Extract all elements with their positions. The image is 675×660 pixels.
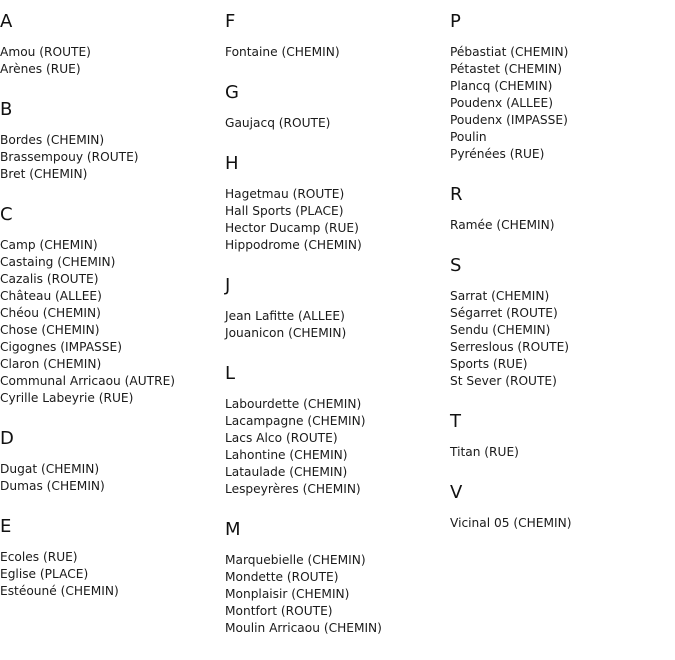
section-letter-heading: F [225, 11, 236, 32]
street-link[interactable]: Hector Ducamp (RUE) [225, 221, 359, 235]
street-list [450, 288, 670, 390]
street-link[interactable]: Cyrille Labeyrie (RUE) [0, 391, 134, 405]
section-letter-heading: C [0, 204, 13, 225]
street-link[interactable]: Chéou (CHEMIN) [0, 306, 101, 320]
street-list [450, 217, 670, 234]
section-letter-heading: G [225, 82, 239, 103]
street-link[interactable]: Bret (CHEMIN) [0, 167, 88, 181]
street-link[interactable]: Lespeyrères (CHEMIN) [225, 482, 361, 496]
index-column-3 [450, 0, 670, 554]
street-link[interactable]: Château (ALLEE) [0, 289, 102, 303]
street-link[interactable]: Dugat (CHEMIN) [0, 462, 100, 476]
street-list [0, 237, 220, 407]
street-link[interactable]: Jean Lafitte (ALLEE) [225, 309, 345, 323]
street-link[interactable]: Brassempouy (ROUTE) [0, 150, 139, 164]
street-link[interactable]: Sarrat (CHEMIN) [450, 289, 550, 303]
street-link[interactable]: Hagetmau (ROUTE) [225, 187, 345, 201]
street-list [0, 549, 220, 600]
street-list [0, 461, 220, 495]
letter-section [450, 256, 670, 390]
street-link[interactable]: Jouanicon (CHEMIN) [225, 326, 347, 340]
letter-section [225, 154, 445, 254]
letter-section [225, 83, 445, 132]
street-list [450, 515, 670, 532]
street-link[interactable]: St Sever (ROUTE) [450, 374, 557, 388]
street-link[interactable]: Chose (CHEMIN) [0, 323, 100, 337]
letter-section [225, 276, 445, 342]
street-list [225, 552, 445, 637]
letter-section [450, 185, 670, 234]
street-link[interactable]: Labourdette (CHEMIN) [225, 397, 362, 411]
section-letter-heading: M [225, 519, 241, 540]
letter-section [0, 517, 220, 600]
street-link[interactable]: Mondette (ROUTE) [225, 570, 339, 584]
street-list [225, 308, 445, 342]
street-link[interactable]: Sports (RUE) [450, 357, 528, 371]
section-letter-heading: S [450, 255, 462, 276]
letter-section [0, 429, 220, 495]
street-link[interactable]: Fontaine (CHEMIN) [225, 45, 340, 59]
street-link[interactable]: Claron (CHEMIN) [0, 357, 102, 371]
street-link[interactable]: Ramée (CHEMIN) [450, 218, 555, 232]
letter-section [225, 12, 445, 61]
section-letter-heading: H [225, 153, 239, 174]
street-link[interactable]: Serreslous (ROUTE) [450, 340, 570, 354]
letter-section [450, 483, 670, 532]
letter-section [0, 100, 220, 183]
section-letter-heading: L [225, 363, 236, 384]
letter-section [225, 364, 445, 498]
letter-section [0, 12, 220, 78]
street-link[interactable]: Lahontine (CHEMIN) [225, 448, 348, 462]
letter-section [450, 12, 670, 163]
street-link[interactable]: Montfort (ROUTE) [225, 604, 333, 618]
street-link[interactable]: Lacs Alco (ROUTE) [225, 431, 338, 445]
street-list [0, 132, 220, 183]
street-link[interactable]: Monplaisir (CHEMIN) [225, 587, 350, 601]
section-letter-heading: A [0, 11, 13, 32]
street-link[interactable]: Poudenx (ALLEE) [450, 96, 553, 110]
street-link[interactable]: Communal Arricaou (AUTRE) [0, 374, 176, 388]
street-link[interactable]: Plancq (CHEMIN) [450, 79, 553, 93]
street-link[interactable]: Arènes (RUE) [0, 62, 81, 76]
street-link[interactable]: Hall Sports (PLACE) [225, 204, 344, 218]
street-link[interactable]: Vicinal 05 (CHEMIN) [450, 516, 572, 530]
street-list [450, 44, 670, 163]
section-letter-heading: V [450, 482, 463, 503]
index-column-1 [0, 0, 220, 622]
street-link[interactable]: Eglise (PLACE) [0, 567, 89, 581]
section-letter-heading: E [0, 516, 12, 537]
street-link[interactable]: Ecoles (RUE) [0, 550, 78, 564]
street-link[interactable]: Sendu (CHEMIN) [450, 323, 551, 337]
street-link[interactable]: Cigognes (IMPASSE) [0, 340, 122, 354]
letter-section [0, 205, 220, 407]
street-link[interactable]: Estéouné (CHEMIN) [0, 584, 119, 598]
letter-section [450, 412, 670, 461]
section-letter-heading: P [450, 11, 461, 32]
letter-section [225, 520, 445, 637]
street-list [0, 44, 220, 78]
street-link[interactable]: Bordes (CHEMIN) [0, 133, 105, 147]
street-link[interactable]: Ségarret (ROUTE) [450, 306, 558, 320]
street-link[interactable]: Dumas (CHEMIN) [0, 479, 105, 493]
street-link[interactable]: Lacampagne (CHEMIN) [225, 414, 366, 428]
street-list [225, 115, 445, 132]
section-letter-heading: B [0, 99, 13, 120]
street-list [450, 444, 670, 461]
street-link[interactable]: Hippodrome (CHEMIN) [225, 238, 362, 252]
street-link[interactable]: Lataulade (CHEMIN) [225, 465, 348, 479]
street-link[interactable]: Gaujacq (ROUTE) [225, 116, 331, 130]
street-link[interactable]: Amou (ROUTE) [0, 45, 91, 59]
index-column-2 [225, 0, 445, 659]
street-link[interactable]: Marquebielle (CHEMIN) [225, 553, 366, 567]
street-list [225, 396, 445, 498]
street-link[interactable]: Cazalis (ROUTE) [0, 272, 99, 286]
street-link[interactable]: Pébastiat (CHEMIN) [450, 45, 569, 59]
section-letter-heading: R [450, 184, 463, 205]
section-letter-heading: J [225, 275, 231, 296]
street-link[interactable]: Poudenx (IMPASSE) [450, 113, 568, 127]
section-letter-heading: T [450, 411, 461, 432]
street-list [225, 44, 445, 61]
street-link[interactable]: Camp (CHEMIN) [0, 238, 98, 252]
street-link[interactable]: Pétastet (CHEMIN) [450, 62, 563, 76]
street-link[interactable]: Moulin Arricaou (CHEMIN) [225, 621, 382, 635]
street-link[interactable]: Pyrénées (RUE) [450, 147, 545, 161]
street-link[interactable]: Titan (RUE) [450, 445, 519, 459]
street-list [225, 186, 445, 254]
street-link[interactable]: Castaing (CHEMIN) [0, 255, 116, 269]
street-link[interactable]: Poulin [450, 130, 487, 144]
section-letter-heading: D [0, 428, 14, 449]
